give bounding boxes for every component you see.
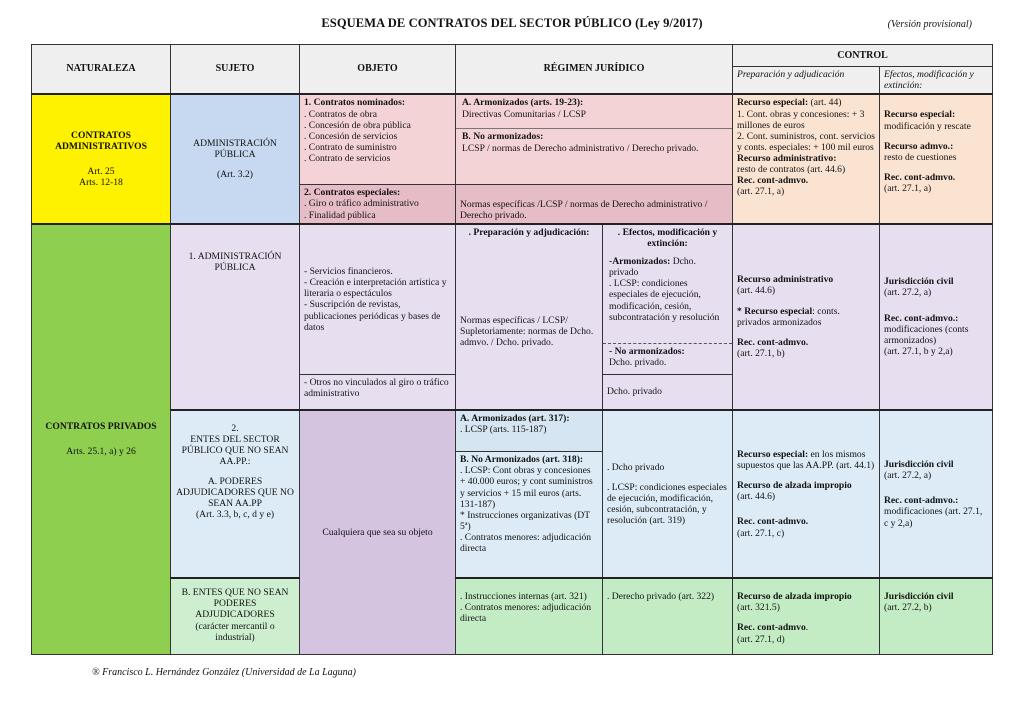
ctrl-ap-rca-title: Rec. cont-admvo.:: [884, 312, 959, 324]
ctrl-re-item2: 2. Cont. suministros, cont. servicios y conts. especiales: + 100 mil euros: [737, 130, 875, 153]
sujeto-no-pa: [171, 578, 300, 654]
header-naturaleza: NATURALEZA: [32, 45, 171, 95]
objeto-especiales-title: 2. Contratos especiales:: [304, 187, 401, 199]
regimen-entes-noarm-text: . LCSP: Cont obras y concesiones + 40.000 euros; y cont suministros y servicios + 15 mil euros (arts. 131-187): [460, 465, 593, 510]
version-note: (Versión provisional): [887, 19, 972, 30]
ctrl-ap-jc-title: Jurisdicción civil: [884, 276, 954, 288]
naturaleza-priv-art: Arts. 25.1, a) y 26: [66, 446, 136, 458]
regimen-entes-efectos-2: . LCSP: condiciones especiales de ejecución, modificación, cesión, subcontratación, y resolución (art. 319): [607, 481, 727, 527]
naturaleza-admin-art1: Art. 25: [87, 166, 115, 178]
regimen-ap-efectos-header: . Efectos, modificación y extinción:: [603, 224, 733, 254]
ctrl-ap-rca-art: (art. 27.1, b y 2,a): [884, 345, 953, 357]
regimen-no-pa-1: . Instrucciones internas (art. 321): [460, 591, 587, 603]
ctrl-ef-rca-art: (art. 27.1, a): [884, 183, 932, 195]
ctrl-nopa-jc-title: Jurisdicción civil: [884, 591, 954, 603]
regimen-ap-arm-text1: Dcho. privado: [609, 256, 696, 279]
sujeto-ap-title: 1. ADMINISTRACIÓN PÚBLICA: [188, 250, 282, 274]
regimen-armonizados-text: Directivas Comunitarias / LCSP: [462, 108, 586, 120]
header-control-efectos: Efectos, modificación y extinción:: [880, 67, 993, 95]
header-control: CONTROL: [733, 45, 993, 67]
sujeto-entes-a: A. PODERES ADJUDICADORES QUE NO SEAN AA.PP: [176, 476, 294, 510]
naturaleza-priv-title: CONTRATOS PRIVADOS: [45, 421, 157, 433]
control-no-pa-prep: [733, 578, 880, 654]
ctrl-nopa-ra-art: (art. 321.5): [737, 602, 780, 614]
ctrl-ap-re-title: * Recurso especial: [737, 305, 813, 317]
ctrl-ef-re-title: Recurso especial:: [884, 109, 956, 121]
ctrl-entes-re-title: Recurso especial:: [737, 448, 809, 460]
sujeto-no-pa-title: B. ENTES QUE NO SEAN PODERES ADJUDICADORES: [181, 587, 289, 621]
objeto-nominados: [300, 94, 456, 184]
ctrl-ap-ra-art: (art. 44.6): [737, 285, 776, 297]
naturaleza-admin-title: CONTRATOS ADMINISTRATIVOS: [55, 129, 147, 153]
regimen-admin-nominados: [456, 94, 733, 184]
naturaleza-privados: [32, 224, 171, 655]
ctrl-nopa-rca-art: (art. 27.1, d): [737, 633, 785, 645]
regimen-ap-efectos: [603, 254, 733, 374]
objeto-ap-list: [300, 224, 456, 375]
sujeto-entes: [171, 410, 300, 579]
objeto-nominado-item: . Concesión de obra pública: [304, 119, 411, 131]
ctrl-ap-rca-art: (art. 27.1, b): [737, 347, 785, 359]
objeto-entes: Cualquiera que sea su objeto: [300, 410, 456, 655]
regimen-ap-prep: [456, 254, 603, 410]
ctrl-ap-rca-title: Rec. cont-admvo.: [737, 336, 809, 348]
objeto-especial-item: . Giro o tráfico administrativo: [304, 198, 419, 210]
ctrl-rca-art: (art. 27.1, a): [737, 186, 785, 198]
ctrl-rca-title: Rec. cont-admvo.: [737, 175, 809, 187]
header-control-prep: Preparación y adjudicación: [733, 67, 880, 95]
ctrl-entes-ra-title: Recurso de alzada impropio: [737, 480, 852, 492]
ctrl-ap-rca-text: modificaciones (conts armonizados): [884, 323, 969, 346]
ctrl-ap-re-text: : conts. privados armonizados: [737, 305, 840, 328]
ctrl-ef-ra-text: resto de cuestiones: [884, 151, 957, 163]
regimen-ap-otros: Dcho. privado: [603, 374, 733, 409]
sujeto-no-pa-sub: (carácter mercantil o industrial): [195, 620, 275, 643]
regimen-armonizados-title: A. Armonizados (arts. 19-23):: [462, 97, 584, 109]
naturaleza-administrativos: [32, 94, 171, 223]
ctrl-entes-rca-title: Rec. cont-admvo.: [737, 516, 809, 528]
ctrl-ap-ra-title: Recurso administrativo: [737, 274, 834, 286]
regimen-entes-armonizados: [456, 410, 603, 452]
objeto-ap-otros: - Otros no vinculados al giro o tráfico administrativo: [300, 374, 456, 409]
objeto-nominados-title: 1. Contratos nominados:: [304, 97, 406, 109]
ctrl-ef-ra-title: Recurso admvo.:: [884, 140, 954, 152]
ctrl-nopa-rca-title: Rec. cont-admvo: [737, 622, 806, 634]
ctrl-ap-jc-art: (art. 27.2, a): [884, 287, 932, 299]
regimen-ap-arm-title: -Armonizados:: [609, 256, 671, 267]
objeto-nominado-item: . Contrato de servicios: [304, 153, 391, 165]
sujeto-entes-title: ENTES DEL SECTOR PÚBLICO QUE NO SEAN AA.PP.:: [181, 433, 289, 467]
objeto-ap-item: - Creación e interpretación artística y literaria o espectáculos: [304, 277, 447, 300]
ctrl-entes-jc-art: (art. 27.2, a): [884, 470, 932, 482]
ctrl-ra-text: resto de contratos (art. 44.6): [737, 164, 846, 176]
regimen-ap-arm-text2: . LCSP: condiciones especiales de ejecución, modificación, cesión, subcontratación y resolución: [609, 278, 720, 323]
regimen-entes-noarm-menores: . Contratos menores: adjudicación directa: [460, 532, 592, 555]
regimen-admin-especiales: [456, 185, 733, 224]
regimen-ap-prep-text: Normas específicas / LCSP/ Supletoriamente: normas de Dcho. admvo. / Dcho. privado.: [460, 314, 594, 348]
ctrl-ra-title: Recurso administrativo:: [737, 153, 837, 165]
regimen-especiales-text: Normas específicas /LCSP / normas de Derecho administrativo / Derecho privado.: [460, 198, 708, 221]
header-objeto: OBJETO: [300, 45, 456, 95]
ctrl-nopa-ra-title: Recurso de alzada impropio: [737, 591, 852, 603]
control-admin-efectos: [880, 94, 993, 223]
control-no-pa-efectos: [880, 578, 993, 654]
objeto-nominado-item: . Contrato de suministro: [304, 141, 397, 153]
ctrl-entes-rca-title: Rec. cont-admvo.:: [884, 495, 959, 507]
sujeto-entes-a-art: (Art. 3.3, b, c, d y e): [195, 509, 275, 521]
regimen-entes-efectos: [603, 410, 733, 579]
regimen-entes-noarm-title: B. No Armonizados (art. 318):: [460, 454, 584, 466]
regimen-entes-noarm-instr: * Instrucciones organizativas (DT 5ª): [460, 509, 590, 532]
control-entes-efectos: [880, 410, 993, 579]
ctrl-nopa-jc-art: (art. 27.2, b): [884, 602, 932, 614]
sujeto-admin-art: (Art. 3.2): [217, 169, 253, 181]
ctrl-entes-re-text: en los mismos supuestos que las AA.PP. (art. 44.1): [737, 448, 875, 472]
ctrl-entes-jc-title: Jurisdicción civil: [884, 459, 954, 471]
sujeto-admin-title: ADMINISTRACIÓN PÚBLICA: [193, 137, 277, 161]
ctrl-entes-rca-text: modificaciones (art. 27.1, c y 2,a): [884, 506, 983, 529]
regimen-entes-arm-text: . LCSP (arts. 115-187): [460, 423, 547, 435]
ctrl-re-title: Recurso especial:: [737, 97, 809, 109]
ctrl-re-item1: 1. Cont. obras y concesiones: + 3 millones de euros: [737, 108, 865, 131]
regimen-no-armonizados-text: LCSP / normas de Derecho administrativo / Derecho privado.: [462, 142, 699, 154]
objeto-especial-item: . Finalidad pública: [304, 209, 376, 221]
ctrl-ef-re-text: modificación y rescate: [884, 120, 971, 132]
objeto-nominado-item: . Contratos de obra: [304, 108, 378, 120]
header-regimen: RÉGIMEN JURÍDICO: [456, 45, 733, 95]
regimen-no-pa: [456, 578, 603, 654]
regimen-entes-no-armonizados: [456, 452, 603, 578]
regimen-entes-arm-title: A. Armonizados (art. 317):: [460, 412, 570, 424]
control-entes-prep: [733, 410, 880, 579]
ctrl-entes-ra-art: (art. 44.6): [737, 491, 776, 503]
ctrl-entes-rca-art: (art. 27.1, c): [737, 527, 785, 539]
control-ap-prep: [733, 224, 880, 410]
ctrl-re-art: (art. 44): [808, 97, 842, 109]
page-title: ESQUEMA DE CONTRATOS DEL SECTOR PÚBLICO (Ley 9/2017): [321, 16, 703, 30]
regimen-no-pa-efectos: . Derecho privado (art. 322): [603, 578, 733, 654]
naturaleza-admin-art2: Arts. 12-18: [79, 177, 123, 189]
regimen-no-pa-2: . Contratos menores: adjudicación directa: [460, 602, 592, 625]
objeto-nominado-item: . Concesión de servicios: [304, 130, 398, 142]
control-admin-prep: [733, 94, 880, 223]
ctrl-ef-rca-title: Rec. cont-admvo.: [884, 171, 956, 183]
footer-credit: ® Francisco L. Hernández González (Universidad de La Laguna): [92, 667, 356, 678]
control-ap-efectos: [880, 224, 993, 410]
regimen-ap-noarm-text: Dcho. privado.: [609, 357, 667, 369]
sujeto-administracion: [171, 94, 300, 223]
objeto-ap-item: - Suscripción de revistas, publicaciones periódicas y bases de datos: [304, 299, 441, 333]
objeto-ap-item: - Servicios financieros.: [304, 266, 393, 278]
header-sujeto: SUJETO: [171, 45, 300, 95]
ctrl-nopa-rca-dot: .: [805, 622, 809, 634]
regimen-ap-noarm-title: - No armonizados:: [609, 346, 685, 357]
regimen-ap-prep-header: . Preparación y adjudicación:: [456, 224, 603, 254]
contracts-scheme-table: [31, 44, 993, 655]
sujeto-ap: [171, 224, 300, 410]
regimen-entes-efectos-1: . Dcho privado: [607, 461, 665, 473]
regimen-no-armonizados-title: B. No armonizados:: [462, 131, 544, 143]
sujeto-entes-num: 2.: [231, 422, 239, 434]
objeto-especiales: [300, 185, 456, 224]
